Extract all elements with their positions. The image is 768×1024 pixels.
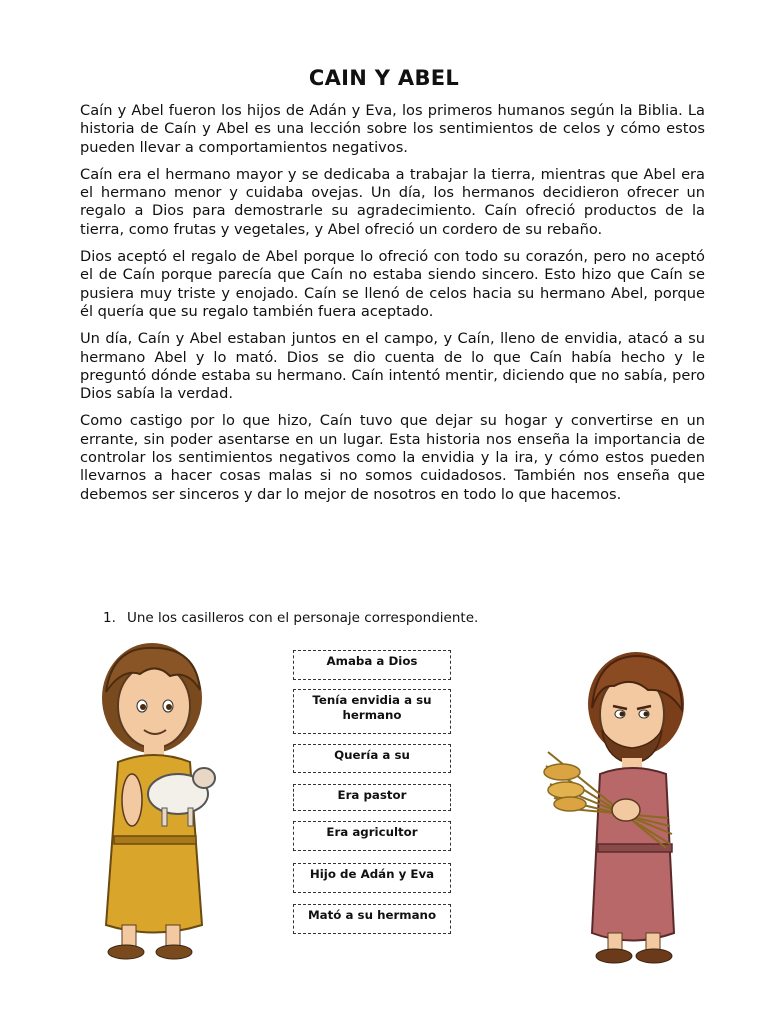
cain-illustration <box>540 648 690 973</box>
paragraph: Como castigo por lo que hizo, Caín tuvo que dejar su hogar y convertirse en un errante, sin poder asentarse en un lugar. Esta historia nos enseña la importancia de controlar los sentimientos negativos como la envidia y la ira, y cómo estos pueden llevarnos a hacer cosas malas si no somos cuidadosos. También nos enseña que debemos ser sinceros y dar lo mejor de nosotros en todo lo que hacemos. <box>80 412 705 503</box>
match-box-queria[interactable]: Quería a su <box>293 744 451 773</box>
paragraph: Caín y Abel fueron los hijos de Adán y Eva, los primeros humanos según la Biblia. La historia de Caín y Abel es una lección sobre los sentimientos de celos y cómo estos pueden llevar a comportamientos negativos. <box>80 102 705 156</box>
paragraph: Dios aceptó el regalo de Abel porque lo ofreció con todo su corazón, pero no aceptó el de Caín porque parecía que Caín no estaba siendo sincero. Esto hizo que Caín se pusiera muy triste y enojado. Caín se llenó de celos hacia su hermano Abel, porque él quería que su regalo también fuera aceptado. <box>80 248 705 320</box>
match-box-amaba-a-dios[interactable]: Amaba a Dios <box>293 650 451 680</box>
match-box-mato[interactable]: Mató a su hermano <box>293 904 451 934</box>
match-box-envidia[interactable]: Tenía envidia a su hermano <box>293 689 451 734</box>
story-text <box>80 102 705 513</box>
abel-illustration <box>92 640 222 970</box>
match-box-hijo[interactable]: Hijo de Adán y Eva <box>293 863 451 893</box>
exercise-number: 1. <box>103 610 116 626</box>
exercise-text: Une los casilleros con el personaje correspondiente. <box>127 610 479 626</box>
match-box-pastor[interactable]: Era pastor <box>293 784 451 811</box>
exercise-instruction <box>103 610 478 626</box>
match-box-agricultor[interactable]: Era agricultor <box>293 821 451 851</box>
paragraph: Un día, Caín y Abel estaban juntos en el campo, y Caín, lleno de envidia, atacó a su hermano Abel y lo mató. Dios se dio cuenta de lo que Caín había hecho y le preguntó dónde estaba su hermano. Caín intentó mentir, diciendo que no sabía, pero Dios sabía la verdad. <box>80 330 705 403</box>
page-title: CAIN Y ABEL <box>308 66 460 90</box>
paragraph: Caín era el hermano mayor y se dedicaba a trabajar la tierra, mientras que Abel era el hermano menor y cuidaba ovejas. Un día, los hermanos decidieron ofrecer un regalo a Dios para demostrarle su agradecimiento. Caín ofreció productos de la tierra, como frutas y vegetales, y Abel ofreció un cordero de su rebaño. <box>80 165 705 238</box>
